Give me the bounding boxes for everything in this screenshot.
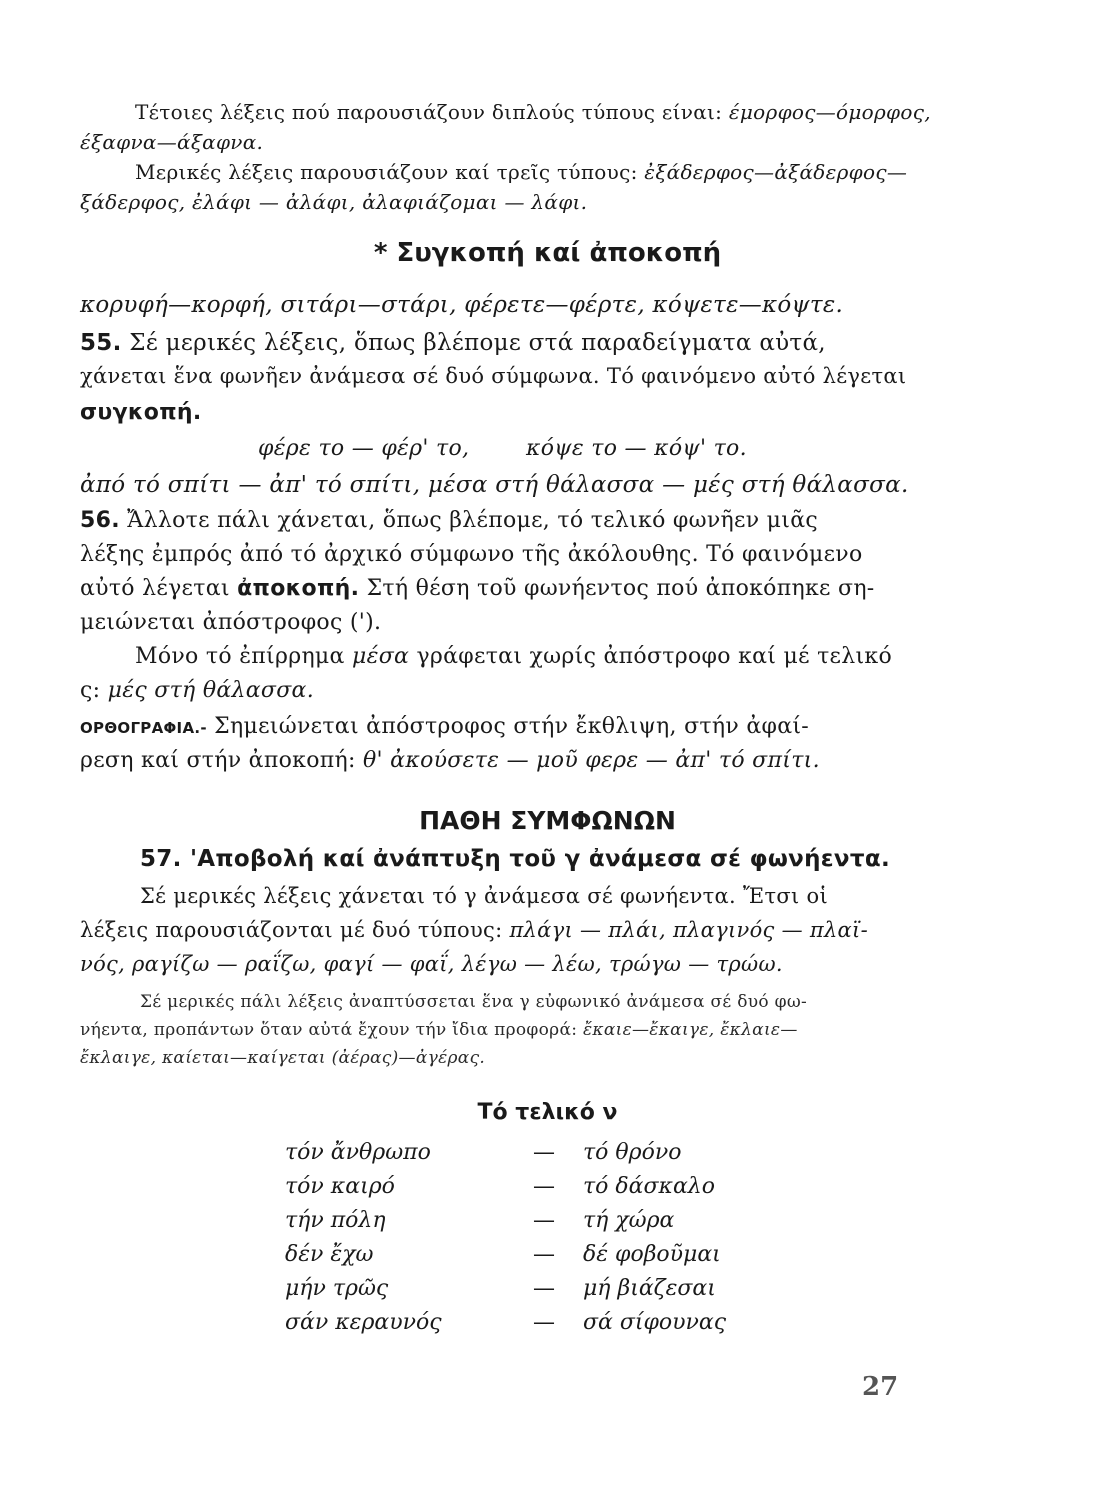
section-heading-consonants: ΠΑΘΗ ΣΥΜΦΩΝΩΝ (419, 806, 676, 835)
paragraph-56-line-4: μειώνεται ἀπόστροφος ('). (80, 610, 382, 635)
final-n-right: τή χώρα (583, 1208, 675, 1233)
intro-line-1: Τέτοιες λέξεις πού παρουσιάζουν διπλούς τύπους είναι: έμορφος—όμορφος, (135, 100, 931, 124)
paragraph-57-line-1: Σέ μερικές λέξεις χάνεται τό γ ἀνάμεσα σέ φωνήεντα. Ἔτσι οἱ (140, 884, 828, 908)
mono-line-1: Μόνο τό ἐπίρρημα μέσα γράφεται χωρίς ἀπόστροφο καί μέ τελικό (135, 644, 893, 669)
paragraph-57-line-3: νός, ραγίζω — ραΐζω, φαγί — φαΐ, λέγω — λέω, τρώγω — τρώω. (80, 952, 783, 976)
final-n-dash: — (533, 1140, 555, 1165)
small-note-line-1: Σέ μερικές πάλι λέξεις ἀναπτύσσεται ἕνα γ εὐφωνικό ἀνάμεσα σέ δυό φω- (140, 992, 808, 1012)
final-n-left: τόν καιρό (285, 1174, 395, 1199)
mono-line-2: ς: μές στή θάλασσα. (80, 678, 315, 703)
final-n-left: σάν κεραυνός (285, 1310, 442, 1335)
small-note-line-2: νήεντα, προπάντων ὅταν αὐτά ἔχουν τήν ἴδια προφορά: ἔκαιε—ἔκαιγε, ἔκλαιε— (80, 1020, 798, 1040)
final-n-row (285, 1174, 805, 1208)
intro-line-2: έξαφνα—άξαφνα. (80, 130, 264, 154)
final-n-dash: — (533, 1276, 555, 1301)
final-n-row (285, 1140, 805, 1174)
example-line-b: ἀπό τό σπίτι — ἀπ' τό σπίτι, μέσα στή θάλασσα — μές στή θάλασσα. (80, 472, 909, 498)
term-syncope: συγκοπή. (80, 400, 202, 425)
syncope-examples: κορυφή—κορφή, σιτάρι—στάρι, φέρετε—φέρτε, κόψετε—κόψτε. (80, 292, 844, 318)
section-heading-syncope: * Συγκοπή καί ἀποκοπή (373, 238, 722, 268)
final-n-dash: — (533, 1242, 555, 1267)
intro-line-3: Μερικές λέξεις παρουσιάζουν καί τρεῖς τύπους: ἐξάδερφος—ἀξάδερφος— (135, 160, 908, 184)
final-n-dash: — (533, 1310, 555, 1335)
final-n-right: τό δάσκαλο (583, 1174, 715, 1199)
example-line-a1: φέρε το — φέρ' το, (258, 436, 470, 461)
paragraph-55-line-2: χάνεται ἕνα φωνῆεν ἀνάμεσα σέ δυό σύμφωνα. Τό φαινόμενο αὐτό λέγεται (80, 364, 907, 388)
final-n-row (285, 1242, 805, 1276)
final-n-row (285, 1276, 805, 1310)
final-n-right: μή βιάζεσαι (583, 1276, 716, 1301)
paragraph-56-line-3: αὐτό λέγεται ἀποκοπή. Στή θέση τοῦ φωνήεντος πού ἀποκόπηκε ση- (80, 576, 875, 601)
orthography-line-2: ρεση καί στήν ἀποκοπή: θ' ἀκούσετε — μοῦ φερε — ἀπ' τό σπίτι. (80, 748, 820, 773)
paragraph-56-line-2: λέξης ἐμπρός ἀπό τό ἀρχικό σύμφωνο τῆς ἀκόλουθης. Τό φαινόμενο (80, 542, 863, 567)
paragraph-56-line-1: 56. Ἄλλοτε πάλι χάνεται, ὅπως βλέπομε, τό τελικό φωνῆεν μιᾶς (80, 508, 818, 533)
intro-line-4: ξάδερφος, ἐλάφι — ἀλάφι, ἀλαφιάζομαι — λάφι. (80, 190, 588, 214)
final-n-left: τήν πόλη (285, 1208, 386, 1233)
paragraph-57-line-2: λέξεις παρουσιάζονται μέ δυό τύπους: πλάγι — πλάι, πλαγινός — πλαϊ- (80, 918, 868, 942)
final-n-table (285, 1140, 805, 1344)
final-n-right: τό θρόνο (583, 1140, 682, 1165)
final-n-right: δέ φοβοῦμαι (583, 1242, 721, 1267)
final-n-row (285, 1310, 805, 1344)
section-heading-final-n: Τό τελικό ν (477, 1100, 618, 1125)
final-n-left: μήν τρῶς (285, 1276, 389, 1301)
small-note-line-3: ἔκλαιγε, καίεται—καίγεται (ἀέρας)—ἀγέρας. (80, 1048, 486, 1068)
example-line-a2: κόψε το — κόψ' το. (526, 436, 747, 461)
orthography-line-1: ΟΡΘΟΓΡΑΦΙΑ.- Σημειώνεται ἀπόστροφος στήν ἔκθλιψη, στήν ἀφαί- (80, 714, 810, 739)
final-n-right: σά σίφουνας (583, 1310, 727, 1335)
final-n-left: δέν ἔχω (285, 1242, 374, 1267)
paragraph-55-line-1: 55. Σέ μερικές λέξεις, ὅπως βλέπομε στά παραδείγματα αὐτά, (80, 330, 826, 356)
final-n-left: τόν ἄνθρωπο (285, 1140, 431, 1165)
final-n-dash: — (533, 1174, 555, 1199)
final-n-dash: — (533, 1208, 555, 1233)
page-number: 27 (862, 1372, 899, 1402)
final-n-row (285, 1208, 805, 1242)
paragraph-57-title: 57. 'Αποβολή καί ἀνάπτυξη τοῦ γ ἀνάμεσα σέ φωνήεντα. (140, 846, 890, 872)
